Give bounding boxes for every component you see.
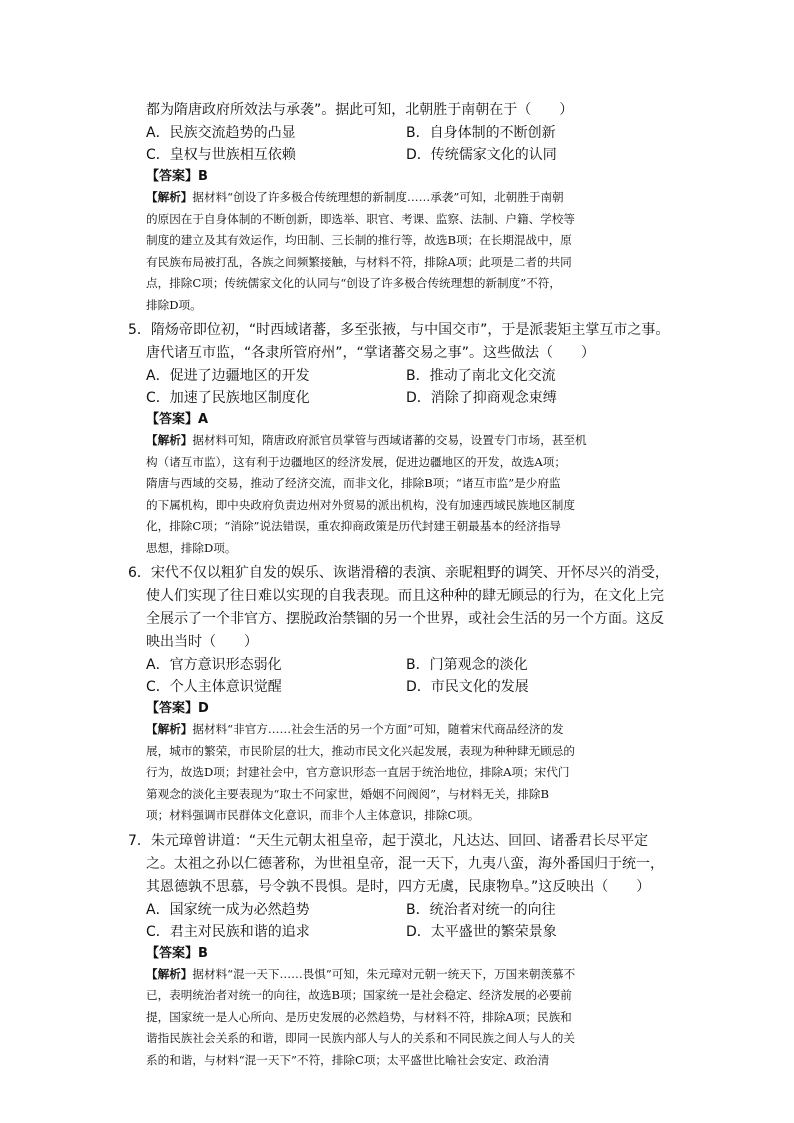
option-d: D．消除了抑商观念束缚 bbox=[406, 390, 557, 406]
analysis bbox=[128, 430, 668, 559]
analysis-line: 提，国家统一是人心所向、是历史发展的必然趋势，与材料不符，排除A项；民族和 bbox=[146, 1009, 572, 1024]
question-stem-line: 7．朱元璋曾讲道：“天生元朝太祖皇帝，起于漠北，凡达达、回回、诸番君长尽平定 bbox=[128, 832, 649, 849]
question-4 bbox=[128, 99, 668, 316]
option-a: A．促进了边疆地区的开发 bbox=[146, 368, 310, 384]
question-stem-line: 都为隋唐政府所效法与承袭”。据此可知，北朝胜于南朝在于（ ） bbox=[146, 102, 574, 118]
page-content bbox=[128, 96, 668, 1071]
analysis-line: 思想，排除D项。 bbox=[146, 540, 237, 555]
analysis-label: 【解析】 bbox=[146, 966, 193, 981]
analysis-line: 有民族布局被打乱，各族之间频繁接触，与材料不符，排除A项；此项是二者的共同 bbox=[146, 254, 572, 269]
analysis-line: 据材料“创设了许多极合传统理想的新制度……承袭”可知，北朝胜于南朝 bbox=[192, 190, 564, 204]
answer: 【答案】B bbox=[146, 945, 208, 961]
analysis-line: 排除D项。 bbox=[146, 297, 202, 312]
option-c: C．皇权与世族相互依赖 bbox=[146, 147, 296, 163]
question-stem-line: 唐代诸互市监，“各隶所管府州”，“掌诸蕃交易之事”。这些做法（ ） bbox=[146, 345, 596, 361]
option-d: D．市民文化的发展 bbox=[406, 679, 529, 695]
question-stem-line: 映出当时（ ） bbox=[146, 634, 258, 650]
analysis-line: 项；材料强调市民群体文化意识，而非个人主体意识，排除C项。 bbox=[146, 808, 480, 822]
answer: 【答案】A bbox=[146, 412, 209, 427]
analysis-line: 行为，故选D项；封建社会中，官方意识形态一直居于统治地位，排除A项；宋代门 bbox=[146, 765, 570, 779]
question-stem-line: 6．宋代不仅以粗犷自发的娱乐、诙谐滑稽的表演、亲昵粗野的调笑、开怀尽兴的消受， bbox=[128, 565, 669, 581]
options bbox=[128, 654, 668, 698]
option-b: B．自身体制的不断创新 bbox=[406, 125, 556, 141]
options bbox=[128, 122, 668, 166]
option-a: A．国家统一成为必然趋势 bbox=[146, 901, 310, 918]
question-stem-line: 使人们实现了往日难以实现的自我表现。而且这种种的肆无顾忌的行为，在文化上完 bbox=[146, 588, 664, 604]
option-b: B．门第观念的淡化 bbox=[406, 657, 528, 673]
option-d: D．太平盛世的繁荣景象 bbox=[406, 923, 557, 940]
answer: 【答案】B bbox=[146, 169, 208, 184]
option-b: B．统治者对统一的向往 bbox=[406, 901, 556, 918]
option-c: C．君主对民族和谐的追求 bbox=[146, 923, 310, 940]
analysis-line: 已，表明统治者对统一的向往，故选B项；国家统一是社会稳定、经济发展的必要前 bbox=[146, 988, 572, 1002]
analysis-line: 展，城市的繁荣，市民阶层的壮大，推动市民文化兴起发展，表现为种种肆无顾忌的 bbox=[146, 743, 575, 758]
options bbox=[128, 899, 668, 943]
question-6 bbox=[128, 562, 668, 827]
analysis-line: 构（诸互市监），这有利于边疆地区的经济发展，促进边疆地区的开发，故选A项； bbox=[146, 454, 566, 469]
question-stem-line: 之。太祖之孙以仁德著称，为世祖皇帝，混一天下，九夷八蛮，海外番国归于统一， bbox=[146, 855, 664, 872]
analysis-line: 的原因在于自身体制的不断创新，即选举、职官、考课、监察、法制、户籍、学校等 bbox=[146, 211, 575, 226]
question-stem-line: 其恩德孰不思慕，号令孰不畏惧。是时，四方无虞，民康物阜。”这反映出（ ） bbox=[146, 878, 651, 895]
analysis-label: 【解析】 bbox=[146, 190, 193, 204]
analysis-line: 据材料可知，隋唐政府派官员掌管与西域诸蕃的交易，设置专门市场，甚至机 bbox=[192, 433, 587, 447]
analysis bbox=[128, 187, 668, 316]
analysis-line: 点，排除C项；传统儒家文化的认同与“创设了许多极合传统理想的新制度”不符， bbox=[146, 276, 561, 290]
option-c: C．加速了民族地区制度化 bbox=[146, 390, 310, 406]
option-b: B．推动了南北文化交流 bbox=[406, 368, 556, 384]
options bbox=[128, 365, 668, 409]
option-a: A．民族交流趋势的凸显 bbox=[146, 125, 296, 141]
analysis-line: 据材料“混一天下……畏惧”可知，朱元璋对元朝一统天下，万国来朝羡慕不 bbox=[192, 966, 576, 981]
analysis bbox=[128, 719, 668, 827]
question-7 bbox=[128, 830, 668, 1072]
option-d: D．传统儒家文化的认同 bbox=[406, 147, 557, 163]
question-stem-line: 5．隋炀帝即位初，“时西域诸蕃，多至张掖，与中国交市”，于是派裴矩主掌互市之事。 bbox=[128, 322, 670, 338]
question-stem-line: 全展示了一个非官方、摆脱政治禁锢的另一个世界，或社会生活的另一个方面。这反 bbox=[146, 611, 664, 627]
question-5 bbox=[128, 319, 668, 559]
analysis-line: 化，排除C项；“消除”说法错误，重农抑商政策是历代封建王朝最基本的经济指导 bbox=[146, 519, 561, 533]
analysis-line: 的下属机构，即中央政府负责边州对外贸易的派出机构，没有加速西域民族地区制度 bbox=[146, 497, 575, 512]
analysis-label: 【解析】 bbox=[146, 433, 193, 447]
analysis-label: 【解析】 bbox=[146, 722, 193, 736]
analysis-line: 制度的建立及其有效运作，均田制、三长制的推行等，故选B项；在长期混战中，原 bbox=[146, 233, 572, 247]
analysis-line: 第观念的淡化主要表现为“取士不问家世，婚姻不问阀阅”，与材料无关，排除B bbox=[146, 786, 549, 801]
analysis bbox=[128, 964, 668, 1072]
analysis-line: 系的和谐，与材料“混一天下”不符，排除C项；太平盛世比喻社会安定、政治清 bbox=[146, 1052, 550, 1067]
analysis-line: 谐指民族社会关系的和谐，即同一民族内部人与人的关系和不同民族之间人与人的关 bbox=[146, 1031, 575, 1045]
option-a: A．官方意识形态弱化 bbox=[146, 657, 282, 673]
answer: 【答案】D bbox=[146, 701, 209, 716]
analysis-line: 隋唐与西域的交易，推动了经济交流，而非文化，排除B项；“诸互市监”是少府监 bbox=[146, 476, 561, 490]
analysis-line: 据材料“非官方……社会生活的另一个方面”可知，随着宋代商品经济的发 bbox=[192, 722, 564, 736]
option-c: C．个人主体意识觉醒 bbox=[146, 679, 282, 695]
